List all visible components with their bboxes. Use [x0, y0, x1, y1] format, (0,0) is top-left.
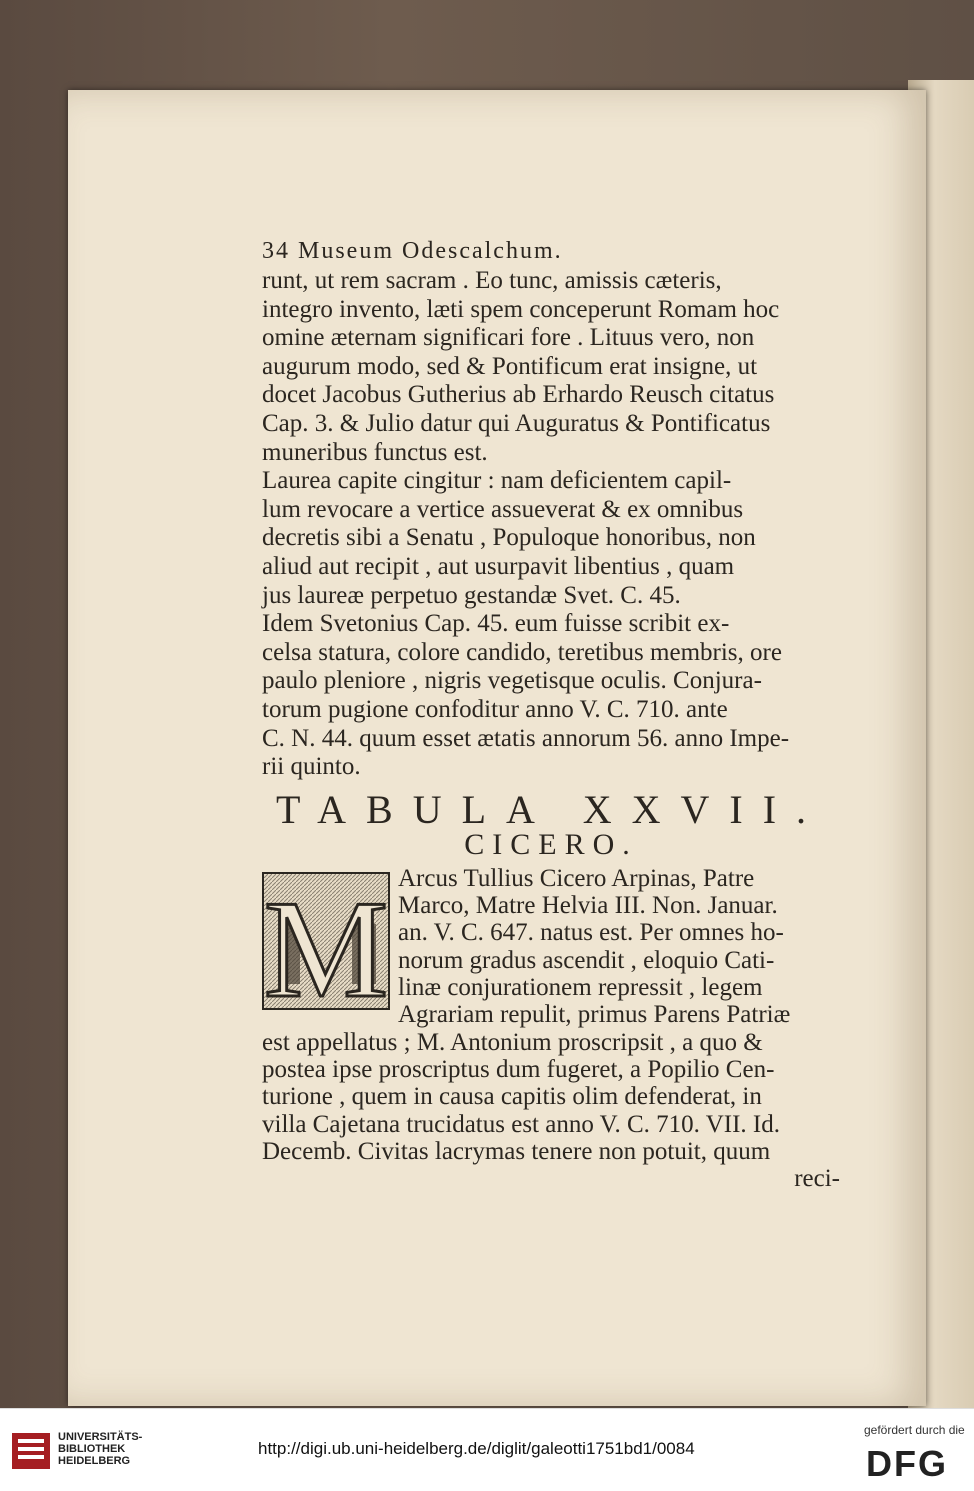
text-line: Agrariam repulit, primus Parens Patriæ	[398, 1001, 791, 1028]
text-line: linæ conjurationem repressit , legem	[398, 973, 763, 1001]
text-line: postea ipse proscriptus dum fugeret, a Popilio Cen-	[262, 1056, 775, 1084]
text-line: omine æternam significari fore . Lituus vero, non	[262, 324, 755, 352]
institution-name: UNIVERSITÄTS- BIBLIOTHEK HEIDELBERG	[58, 1431, 143, 1467]
text-line: Cap. 3. & Julio datur qui Auguratus & Pontificatus	[262, 410, 771, 437]
text-line: aliud aut recipit , aut usurpavit libentius , quam	[262, 553, 735, 580]
woodcut-illustration	[264, 874, 388, 1008]
plate-subtitle: CICERO.	[464, 828, 638, 861]
text-line: C. N. 44. quum esset ætatis annorum 56. anno Impe-	[262, 724, 790, 752]
text-line: integro invento, læti spem conceperunt Romam hoc	[262, 295, 780, 323]
text-line: turione , quem in causa capitis olim defenderat, in	[262, 1083, 762, 1111]
text-line: Marco, Matre Helvia III. Non. Januar.	[398, 892, 778, 920]
dfg-logo: DFG	[866, 1443, 948, 1484]
text-line: Laurea capite cingitur : nam deficientem capil-	[262, 467, 732, 495]
text-line: runt, ut rem sacram . Eo tunc, amissis cæteris,	[262, 267, 722, 294]
text-line: Decemb. Civitas lacrymas tenere non potuit, quum	[262, 1137, 771, 1165]
text-line: Arcus Tullius Cicero Arpinas, Patre	[398, 865, 755, 892]
text-line: norum gradus ascendit , eloquio Cati-	[398, 946, 775, 974]
text-line: lum revocare a vertice assueverat & ex omnibus	[262, 495, 744, 523]
text-line: muneribus functus est.	[262, 438, 488, 466]
text-line: torum pugione confoditur anno V. C. 710. ante	[262, 696, 728, 723]
sponsor-caption: gefördert durch die	[864, 1423, 965, 1437]
text-line: celsa statura, colore candido, teretibus membris, ore	[262, 638, 782, 666]
permalink-url[interactable]: http://digi.ub.uni-heidelberg.de/diglit/galeotti1751bd1/0084	[258, 1439, 695, 1458]
text-line: augurum modo, sed & Pontificum erat insigne, ut	[262, 352, 758, 380]
text-line: jus laureæ perpetuo gestandæ Svet. C. 45.	[262, 581, 681, 609]
plate-title: TABULA XXVII.	[275, 787, 827, 832]
decorated-initial	[262, 872, 390, 1010]
university-logo-icon	[10, 1429, 52, 1471]
text-line: reci-	[794, 1165, 840, 1192]
viewer-footer	[0, 1408, 974, 1491]
text-line: est appellatus ; M. Antonium proscripsit , a quo &	[262, 1029, 763, 1056]
text-line: paulo pleniore , nigris vegetisque oculis. Conjura-	[262, 667, 762, 695]
text-line: Idem Svetonius Cap. 45. eum fuisse scribit ex-	[262, 610, 730, 638]
text-line: docet Jacobus Gutherius ab Erhardo Reusch citatus	[262, 381, 775, 409]
running-header: 34 Museum Odescalchum.	[262, 238, 563, 264]
text-line: an. V. C. 647. natus est. Per omnes ho-	[398, 919, 784, 947]
initial-letter: M	[264, 874, 388, 1008]
text-line: decretis sibi a Senatu , Populoque honoribus, non	[262, 524, 756, 552]
text-line: villa Cajetana trucidatus est anno V. C. 710. VII. Id.	[262, 1110, 780, 1138]
text-line: rii quinto.	[262, 753, 361, 781]
